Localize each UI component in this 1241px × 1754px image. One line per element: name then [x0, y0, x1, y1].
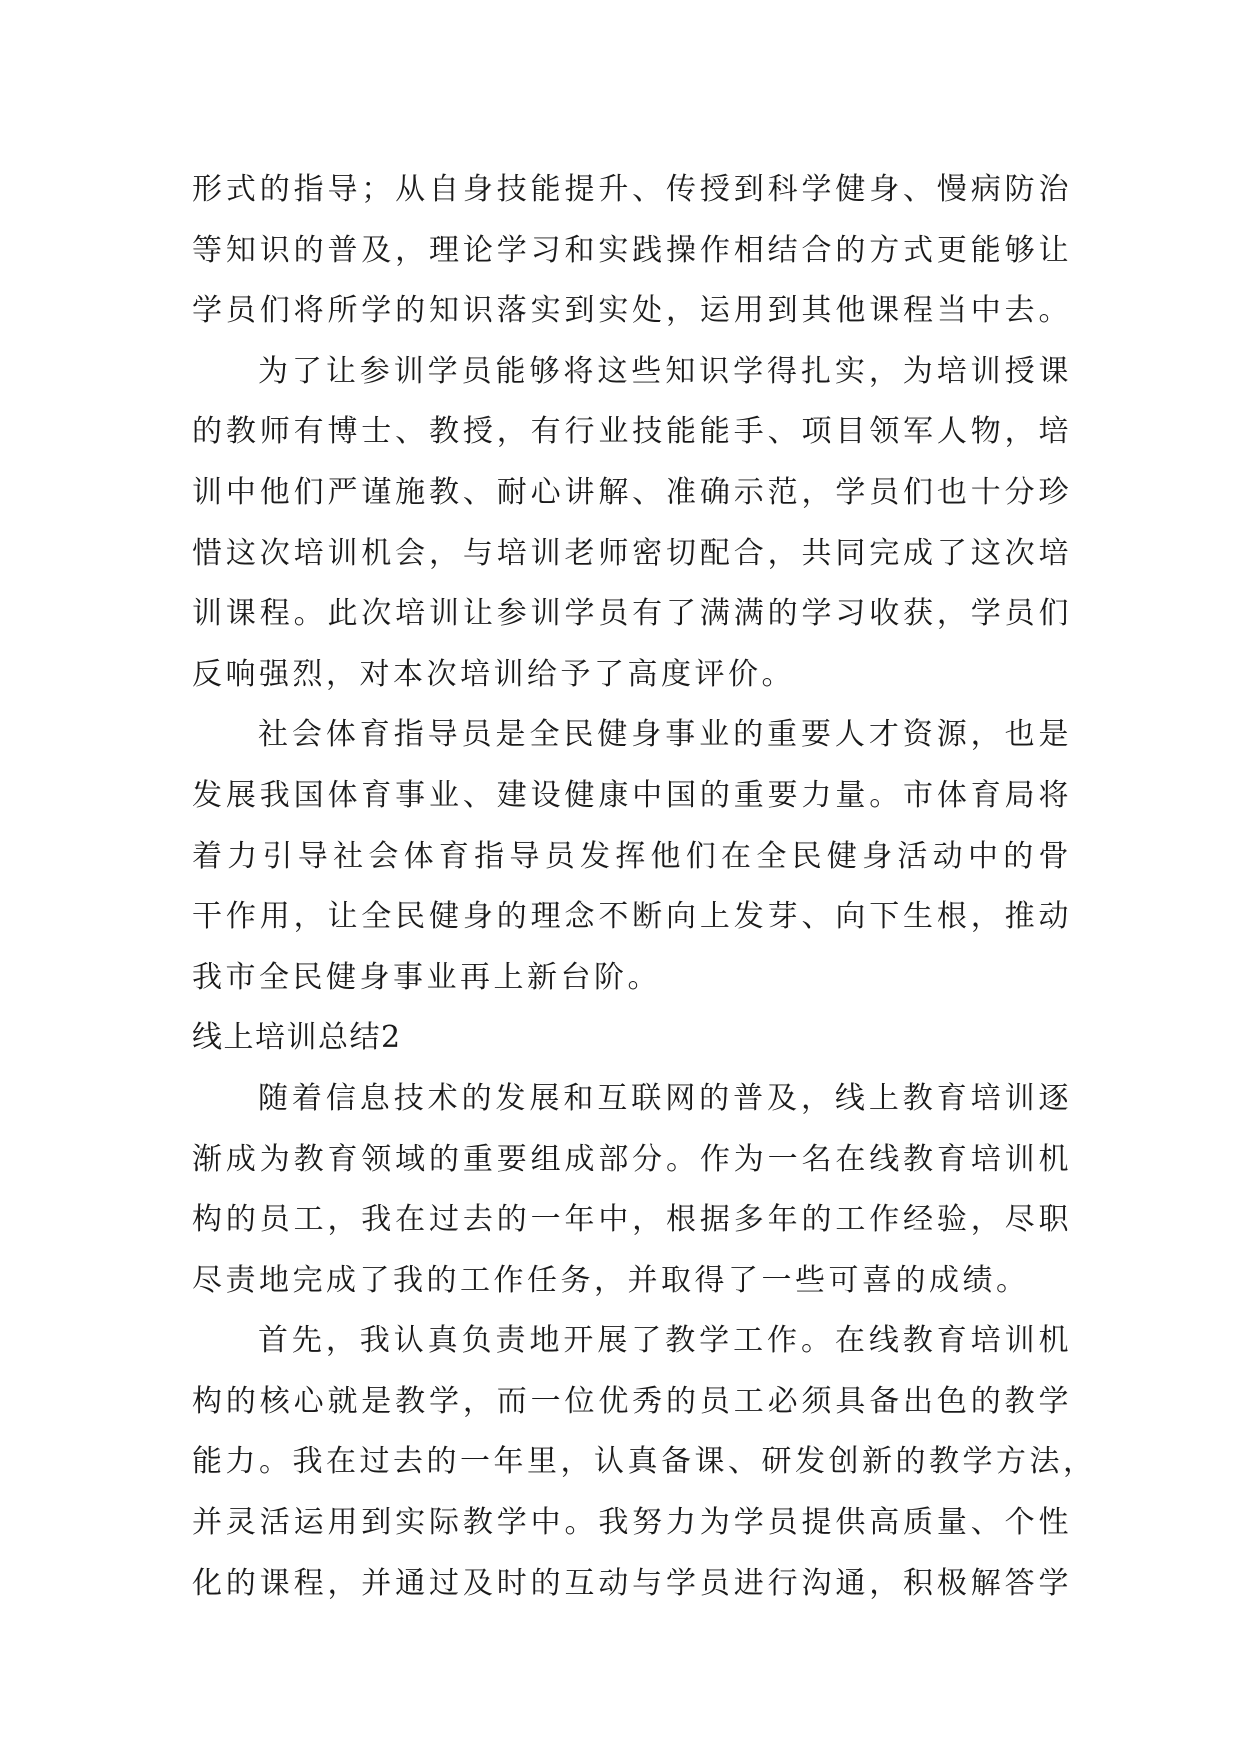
text-line: 干作用，让全民健身的理念不断向上发芽、向下生根，推动 — [192, 899, 1072, 935]
paragraph-first-line: 随着信息技术的发展和互联网的普及，线上教育培训逐 — [258, 1080, 1072, 1116]
text-line: 着力引导社会体育指导员发挥他们在全民健身活动中的骨 — [192, 838, 1072, 874]
text-line: 发展我国体育事业、建设健康中国的重要力量。市体育局将 — [192, 777, 1072, 813]
text-line: 化的课程，并通过及时的互动与学员进行沟通，积极解答学 — [192, 1565, 1072, 1601]
text-line: 构的核心就是教学，而一位优秀的员工必须具备出色的教学 — [192, 1383, 1072, 1419]
paragraph-first-line: 社会体育指导员是全民健身事业的重要人才资源，也是 — [258, 717, 1072, 753]
text-line: 的教师有博士、教授，有行业技能能手、项目领军人物，培 — [192, 414, 1072, 450]
text-line: 构的员工，我在过去的一年中，根据多年的工作经验，尽职 — [192, 1202, 1072, 1238]
text-line: 训课程。此次培训让参训学员有了满满的学习收获，学员们 — [192, 596, 1072, 632]
text-line: 并灵活运用到实际教学中。我努力为学员提供高质量、个性 — [192, 1505, 1072, 1541]
paragraph-first-line: 首先，我认真负责地开展了教学工作。在线教育培训机 — [258, 1323, 1072, 1359]
text-line: 惜这次培训机会，与培训老师密切配合，共同完成了这次培 — [192, 535, 1072, 571]
text-line: 学员们将所学的知识落实到实处，运用到其他课程当中去。 — [192, 293, 1072, 329]
section-heading: 线上培训总结2 — [192, 1020, 402, 1056]
text-line: 渐成为教育领域的重要组成部分。作为一名在线教育培训机 — [192, 1141, 1072, 1177]
text-line: 训中他们严谨施教、耐心讲解、准确示范，学员们也十分珍 — [192, 474, 1072, 510]
text-line: 等知识的普及，理论学习和实践操作相结合的方式更能够让 — [192, 232, 1072, 268]
text-line: 反响强烈，对本次培训给予了高度评价。 — [192, 656, 795, 692]
text-line: 形式的指导；从自身技能提升、传授到科学健身、慢病防治 — [192, 172, 1072, 207]
paragraph-first-line: 为了让参训学员能够将这些知识学得扎实，为培训授课 — [258, 353, 1072, 389]
body-text — [192, 160, 1097, 1614]
text-line: 尽责地完成了我的工作任务，并取得了一些可喜的成绩。 — [192, 1262, 1030, 1298]
text-line: 能力。我在过去的一年里，认真备课、研发创新的教学方法， — [192, 1444, 1097, 1480]
text-line: 我市全民健身事业再上新台阶。 — [192, 959, 661, 995]
